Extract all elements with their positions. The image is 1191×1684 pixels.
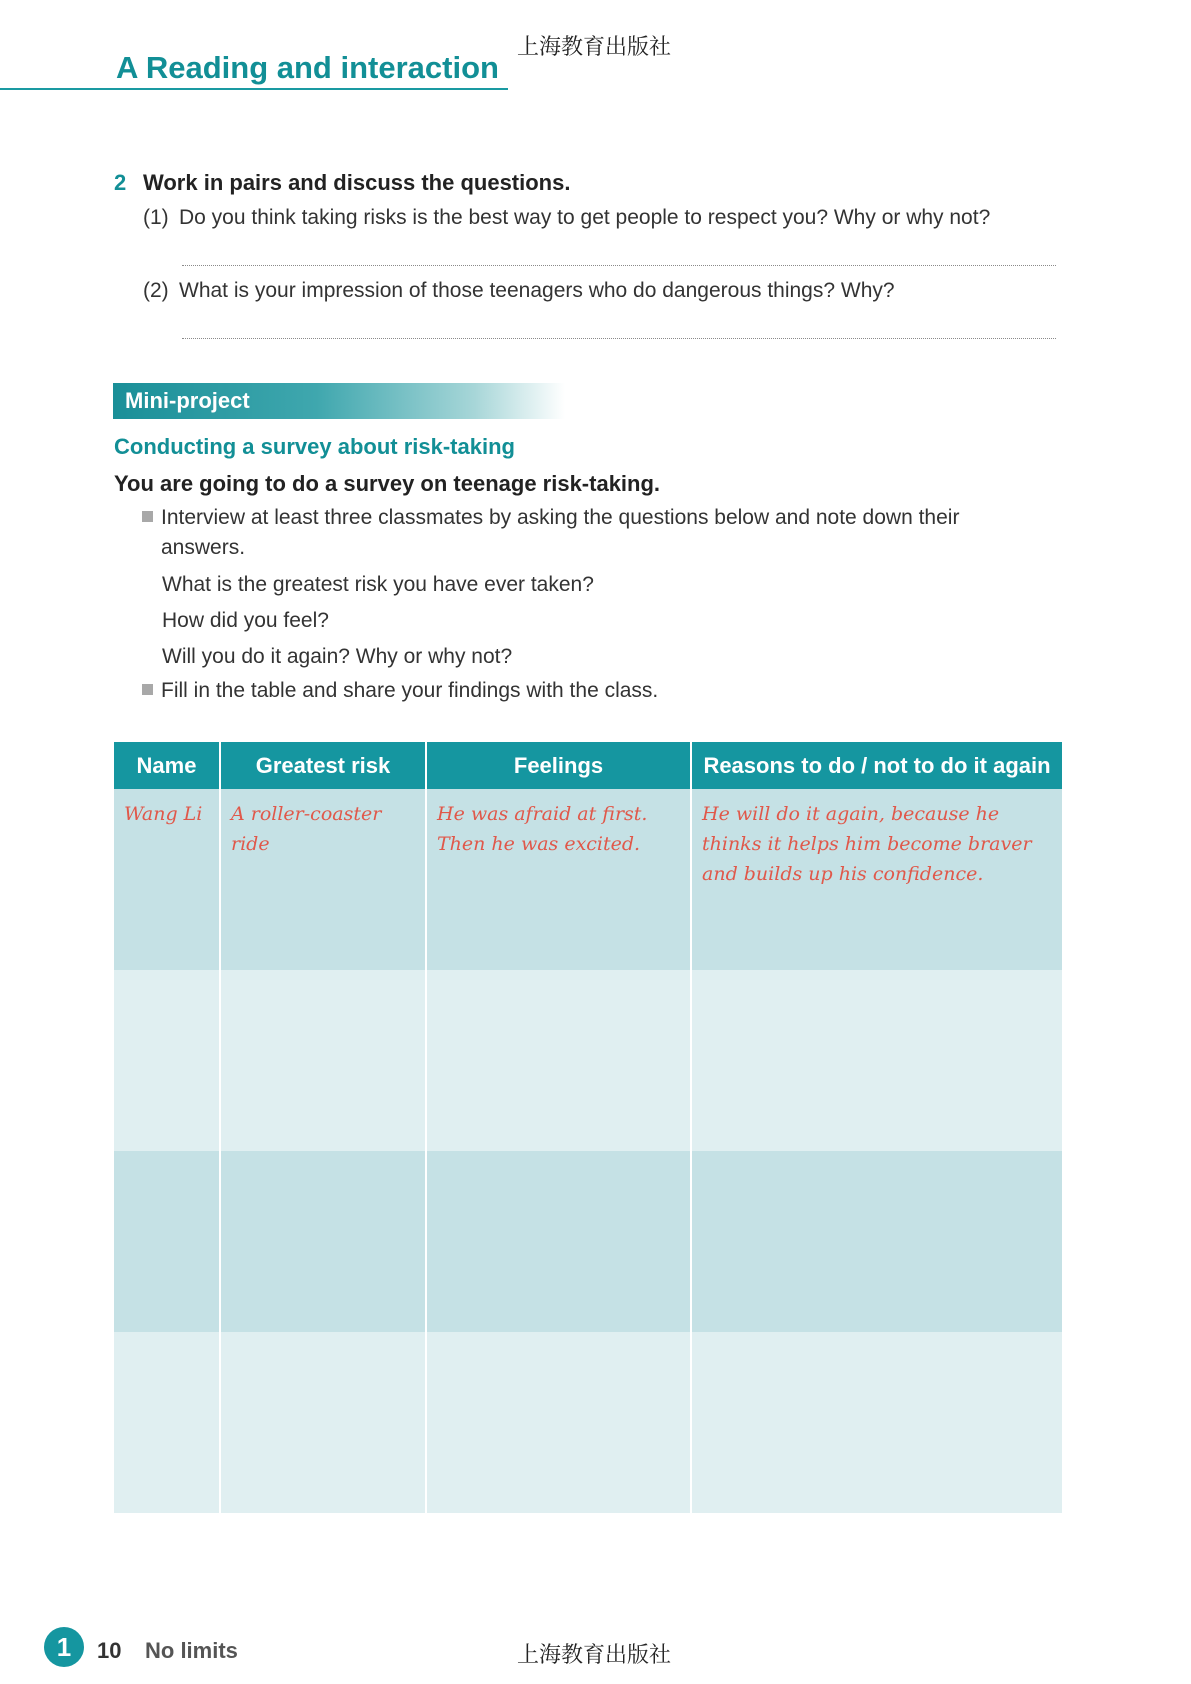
question-title: Work in pairs and discuss the questions. bbox=[143, 170, 571, 195]
table-cell[interactable]: He was afraid at first. Then he was excited. bbox=[426, 789, 691, 970]
table-row bbox=[114, 789, 1062, 970]
table-row bbox=[114, 1332, 1062, 1513]
sub-question-number: (2) bbox=[143, 279, 169, 302]
unit-name: No limits bbox=[145, 1638, 238, 1663]
table-cell[interactable] bbox=[114, 970, 220, 1151]
square-bullet-icon bbox=[142, 511, 153, 522]
sub-question-1 bbox=[143, 206, 990, 230]
header-feelings: Feelings bbox=[426, 742, 691, 789]
table-cell[interactable]: Wang Li bbox=[114, 789, 220, 970]
table-cell[interactable] bbox=[220, 1151, 426, 1332]
sub-question-2 bbox=[143, 279, 895, 303]
table-cell[interactable] bbox=[691, 1332, 1062, 1513]
section-heading: A Reading and interaction bbox=[116, 50, 499, 85]
table-cell[interactable] bbox=[426, 970, 691, 1151]
answer-line[interactable] bbox=[182, 265, 1056, 266]
survey-question: What is the greatest risk you have ever taken? bbox=[162, 573, 594, 596]
sub-question-text: What is your impression of those teenagers who do dangerous things? Why? bbox=[179, 279, 895, 302]
sub-question-number: (1) bbox=[143, 206, 169, 229]
project-intro: You are going to do a survey on teenage risk-taking. bbox=[114, 471, 661, 496]
publisher-name-bottom: 上海教育出版社 bbox=[517, 1643, 672, 1668]
table-cell[interactable] bbox=[220, 970, 426, 1151]
bullet-fill-table-instruction: Fill in the table and share your findings with the class. bbox=[161, 679, 659, 702]
survey-question: Will you do it again? Why or why not? bbox=[162, 645, 513, 668]
page-number: 10 bbox=[97, 1638, 122, 1663]
bullet-interview-instruction: Interview at least three classmates by asking the questions below and note down their answers. bbox=[161, 506, 960, 559]
table-cell[interactable] bbox=[426, 1332, 691, 1513]
bullet-marker bbox=[142, 676, 161, 706]
project-title: Conducting a survey about risk-taking bbox=[114, 434, 515, 459]
survey-table bbox=[114, 742, 1062, 1513]
square-bullet-icon bbox=[142, 684, 153, 695]
table-cell[interactable]: He will do it again, because he thinks it helps him become braver and builds up his confidence. bbox=[691, 789, 1062, 970]
table-header-row bbox=[114, 742, 1062, 789]
table-cell[interactable] bbox=[114, 1332, 220, 1513]
table-cell[interactable] bbox=[691, 1151, 1062, 1332]
table-row bbox=[114, 1151, 1062, 1332]
survey-question: How did you feel? bbox=[162, 609, 329, 632]
question-number: 2 bbox=[114, 170, 127, 195]
table-row bbox=[114, 970, 1062, 1151]
unit-number-badge: 1 bbox=[44, 1627, 84, 1667]
section-divider bbox=[0, 88, 508, 90]
table-cell[interactable] bbox=[426, 1151, 691, 1332]
header-name: Name bbox=[114, 742, 220, 789]
table-cell[interactable] bbox=[691, 970, 1062, 1151]
table-cell[interactable] bbox=[114, 1151, 220, 1332]
answer-line[interactable] bbox=[182, 338, 1056, 339]
publisher-name-top: 上海教育出版社 bbox=[517, 35, 672, 60]
header-greatest-risk: Greatest risk bbox=[220, 742, 426, 789]
mini-project-label: Mini-project bbox=[125, 388, 250, 413]
bullet-marker bbox=[142, 503, 161, 533]
header-reasons: Reasons to do / not to do it again bbox=[691, 742, 1062, 789]
sub-question-text: Do you think taking risks is the best way to get people to respect you? Why or why not? bbox=[179, 206, 991, 229]
table-cell[interactable] bbox=[220, 1332, 426, 1513]
table-cell[interactable]: A roller-coaster ride bbox=[220, 789, 426, 970]
